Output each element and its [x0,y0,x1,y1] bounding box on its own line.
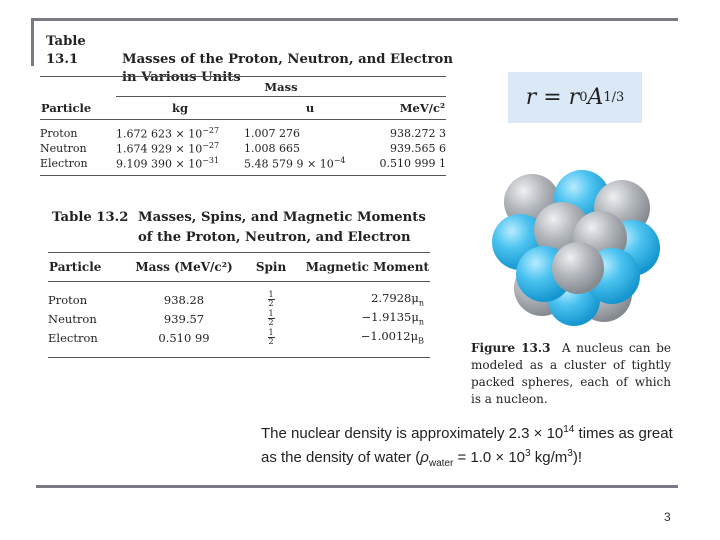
nucleus-illustration [482,170,672,330]
table1-cell-particle: Proton [40,127,78,140]
table1-cell-mev: 0.510 999 1 [376,156,446,176]
table1-col-kg: kg [116,97,244,120]
table2-title-line2: of the Proton, Neutron, and Electron [138,230,411,245]
table2-cell-spin: $\frac{1}{2}$ [268,309,274,327]
table2-cell-moment: $2.7928\mu_n$ [371,291,424,308]
table-row [40,156,446,176]
figure-caption-text: A nucleus can be modeled as a cluster of tightly packed spheres, each of which is a nucleon. [471,341,671,406]
table1-cell-kg: 1.674 $929 \times 10^{-27}$ [116,141,220,156]
table-row [48,328,430,358]
top-rule [34,18,678,21]
table1-cell-u: 1.007 276 [244,127,300,140]
table1-cell-kg: 9.109 $390 \times 10^{-31}$ [116,156,244,176]
table2-col-spin: Spin [240,253,302,282]
left-rule [31,18,34,66]
table2-col-particle: Particle [48,253,128,282]
table-row [40,120,446,142]
table2-caption [52,208,426,248]
table2-number: Table 13.2 [52,210,129,225]
table1-col-particle: Particle [40,97,116,120]
table1-title-line1: Masses of the Proton, Neutron, and Electron [122,52,453,67]
table2-col-mass: Mass (MeV/c²) [128,253,240,282]
table1-title-line2: in Various Units [122,70,241,85]
table1-cell-mev: 938.272 3 [390,127,446,140]
table1-col-mev: MeV/c² [376,97,446,120]
table2 [48,252,430,358]
table2-cell-particle: Proton [48,292,88,307]
neutron-sphere [552,242,604,294]
table2-cell-spin: $\frac{1}{2}$ [268,290,274,308]
table1-group-header: Mass [116,77,446,97]
table2-cell-moment: $-1.9135\mu_n$ [361,310,424,327]
page-number: 3 [664,510,671,524]
table1 [40,76,446,176]
table1-number: Table 13.1 [46,34,86,67]
table1-cell-particle: Electron [40,156,116,176]
table-row [48,309,430,328]
table1-cell-mev: 939.565 6 [390,142,446,155]
table2-col-moment: Magnetic Moment [302,253,430,282]
table1-cell-particle: Neutron [40,142,87,155]
density-statement: The nuclear density is approximately $2.3 \times 10^{14}$ times as great as the density of water ($\rho_{water} = 1.0 \times 10^3$ $kg/m^3$)! [261,424,673,469]
table2-cell-spin: $\frac{1}{2}$ [240,328,302,358]
table2-cell-mass: 939.57 [163,311,205,326]
table2-cell-particle: Electron [48,328,128,358]
table2-cell-mass: 0.510 99 [128,328,240,358]
table2-cell-mass: 938.28 [163,292,205,307]
table2-cell-moment: $-1.0012\mu_B$ [302,328,430,358]
figure-caption [471,340,671,408]
table1-cell-u: 1.008 665 [244,142,300,155]
radius-formula: r = r 0 A 1/3 [508,72,642,123]
table2-cell-particle: Neutron [48,311,97,326]
table-row [48,282,430,310]
table-row [40,141,446,156]
table1-cell-u: 5.48 579 $9 \times 10^{-4}$ [244,156,376,176]
table1-cell-kg: 1.672 $623 \times 10^{-27}$ [116,126,220,141]
bottom-rule [36,485,678,488]
table2-title-line1: Masses, Spins, and Magnetic Moments [138,210,426,225]
table1-col-u: u [244,97,376,120]
figure-label: Figure 13.3 [471,341,551,355]
